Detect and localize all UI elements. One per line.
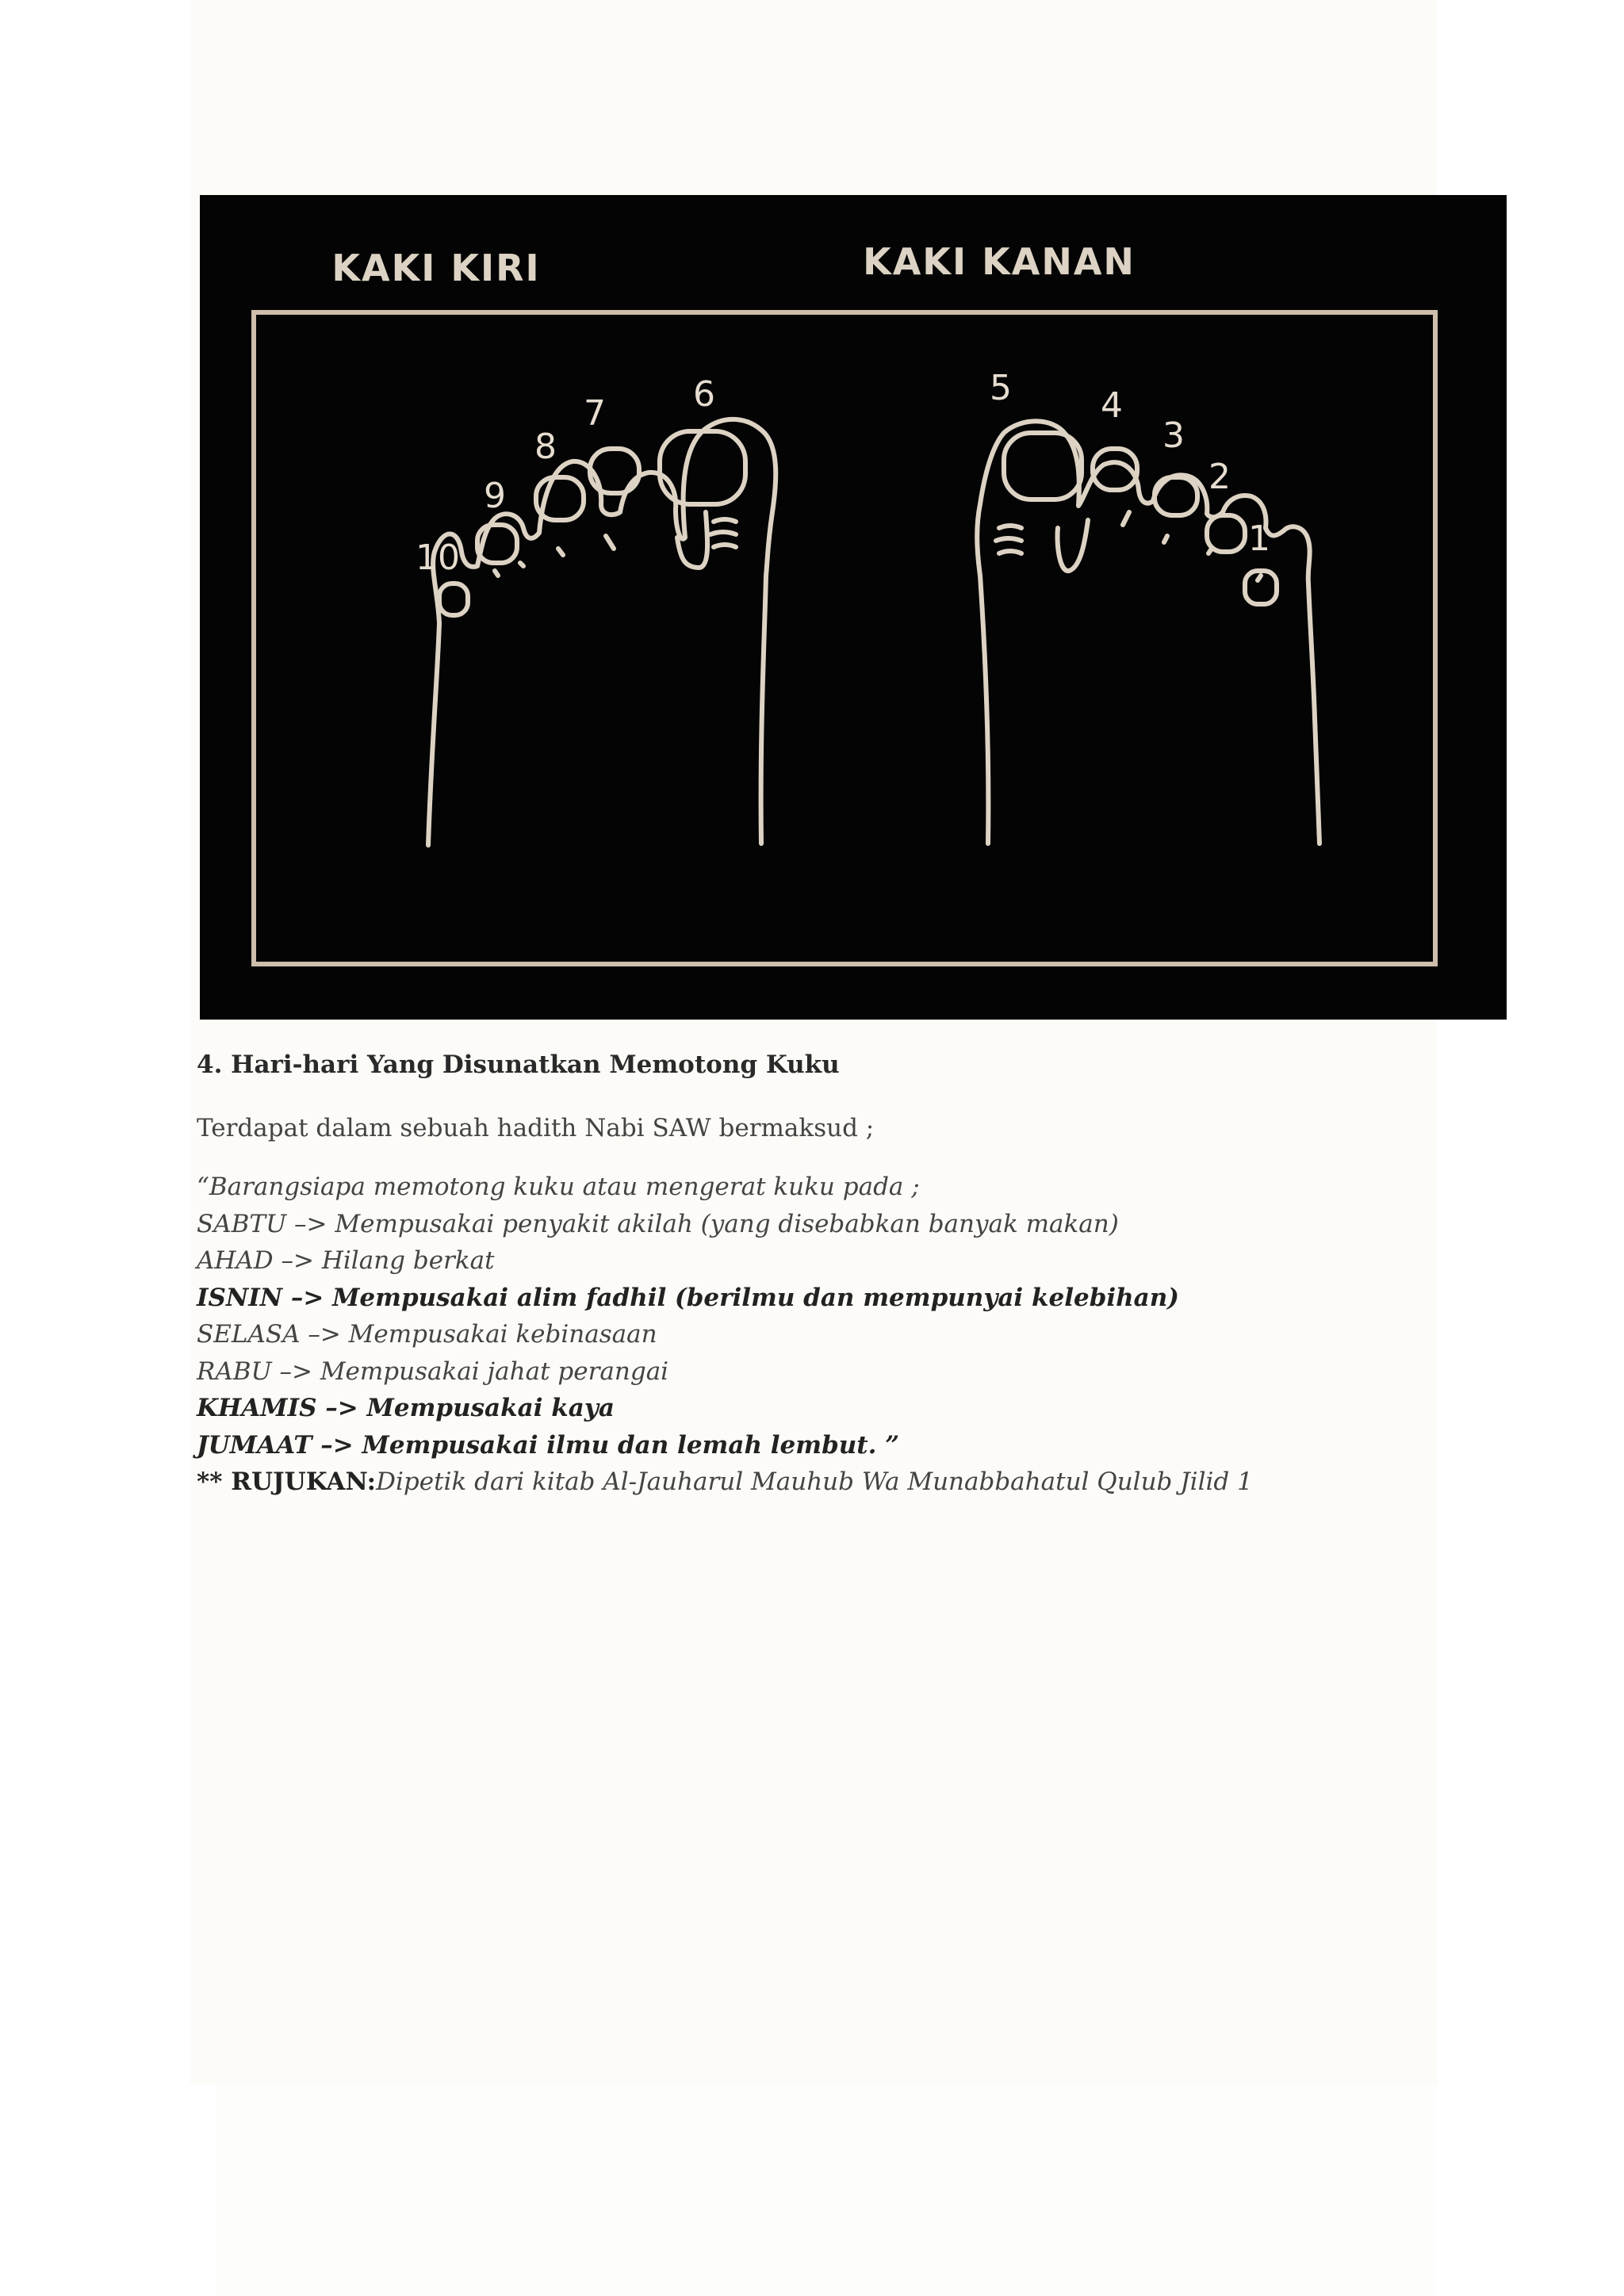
feet-drawing bbox=[200, 195, 1507, 1020]
day-monday: ISNIN –> Mempusakai alim fadhil (berilmu dan mempunyai kelebihan) bbox=[197, 1283, 1179, 1312]
quote-opening: “Barangsiapa memotong kuku atau mengerat kuku pada ; bbox=[197, 1173, 920, 1201]
toe-number-3: 3 bbox=[1162, 415, 1185, 456]
right-foot bbox=[977, 421, 1320, 844]
reference-line bbox=[197, 1464, 1465, 1501]
hadith-quote bbox=[197, 1169, 1465, 1501]
article-body bbox=[197, 1045, 1465, 1501]
toe-number-10: 10 bbox=[416, 538, 460, 578]
day-saturday: SABTU –> Mempusakai penyakit akilah (yang disebabkan banyak makan) bbox=[197, 1209, 1119, 1238]
day-thursday: KHAMIS –> Mempusakai kaya bbox=[197, 1394, 615, 1422]
toe-number-2: 2 bbox=[1208, 457, 1231, 497]
reference-label: ** RUJUKAN: bbox=[197, 1468, 377, 1496]
toe-number-6: 6 bbox=[693, 374, 715, 415]
toe-order-illustration bbox=[200, 195, 1507, 1020]
right-foot-label: KAKI KANAN bbox=[863, 240, 1136, 283]
left-foot-label: KAKI KIRI bbox=[331, 247, 541, 289]
illustration-frame bbox=[254, 312, 1435, 964]
intro-paragraph: Terdapat dalam sebuah hadith Nabi SAW bermaksud ; bbox=[197, 1114, 875, 1142]
section-heading: 4. Hari-hari Yang Disunatkan Memotong Kuku bbox=[197, 1050, 840, 1079]
toe-number-1: 1 bbox=[1248, 519, 1270, 559]
day-friday: JUMAAT –> Mempusakai ilmu dan lemah lembut. ” bbox=[197, 1430, 900, 1460]
toe-3-nail bbox=[1155, 477, 1197, 515]
toe-number-4: 4 bbox=[1101, 385, 1123, 426]
day-wednesday: RABU –> Mempusakai jahat perangai bbox=[197, 1357, 669, 1386]
toe-10-nail bbox=[439, 584, 468, 615]
left-foot bbox=[428, 419, 776, 845]
reference-text: Dipetik dari kitab Al-Jauharul Mauhub Wa Munabbahatul Qulub Jilid 1 bbox=[376, 1468, 1253, 1496]
toe-number-8: 8 bbox=[534, 427, 557, 467]
toe-7-nail bbox=[590, 449, 639, 493]
toe-2-nail bbox=[1207, 515, 1245, 552]
toe-number-9: 9 bbox=[484, 476, 506, 516]
lower-background bbox=[216, 2084, 1437, 2296]
day-sunday: AHAD –> Hilang berkat bbox=[197, 1246, 495, 1275]
day-tuesday: SELASA –> Mempusakai kebinasaan bbox=[197, 1320, 657, 1349]
right-toe-numbers bbox=[990, 368, 1270, 559]
toe-number-7: 7 bbox=[584, 393, 606, 434]
toe-number-5: 5 bbox=[990, 368, 1012, 408]
